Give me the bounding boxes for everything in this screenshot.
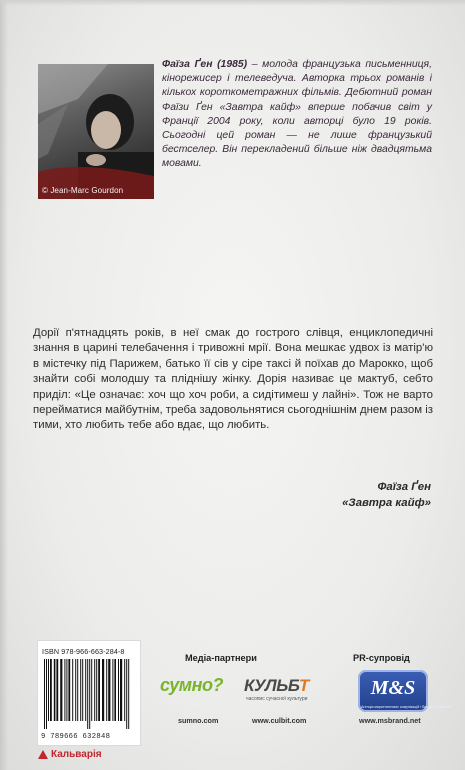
barcode-bar (75, 659, 76, 721)
signature-book-title: «Завтра кайф» (342, 497, 431, 509)
sumno-logo: сумно? (160, 675, 223, 695)
barcode-bar (124, 659, 125, 721)
publisher-logo (38, 749, 102, 760)
author-bio (162, 58, 432, 172)
barcode-bar (96, 659, 97, 721)
barcode-bar (108, 659, 110, 721)
barcode-bar (106, 659, 107, 721)
barcode-bar (66, 659, 67, 721)
barcode-bar (80, 659, 81, 721)
barcode-bar (68, 659, 70, 721)
barcode-block (37, 640, 141, 746)
publisher-name: Кальварія (51, 749, 102, 760)
publisher-mark-icon (38, 750, 48, 759)
book-blurb: Дорії п'ятнадцять років, в неї смак до гострого слівця, енциклопедичні знання в царині телебачення і тривожні мрії. Вона мешкає удвох із матір'ю в містечку під Парижем, батько її сів у сіре таксі й поїхав до Марокко, щоб знайти собі молодшу та пліднішу жінку. Дорія називає це мактуб, себто приділ: «Це означає: хоч що хоч роби, а сидітимеш у лайні». Тож не варто перейматися майбутнім, треба задовольнятися сьогоднішнім днем разом із тими, хто любить тебе або вдає, що любить. (33, 327, 433, 432)
barcode-number: 9 789666 632848 (41, 733, 111, 741)
ms-logo-text: M&S (370, 677, 416, 699)
kulbit-tagline: часопис сучасної культури (246, 696, 308, 702)
photo-credit: © Jean-Marc Gourdon (42, 186, 124, 195)
author-photo (38, 64, 154, 199)
barcode-bar (60, 659, 62, 721)
barcode-bar (50, 659, 52, 721)
barcode-bar (98, 659, 100, 721)
barcode-bar (118, 659, 119, 721)
barcode-bar (102, 659, 104, 721)
barcode-image (42, 659, 136, 729)
signature-author: Фаїза Ґен (377, 481, 431, 493)
kulbit-logo (244, 676, 322, 706)
barcode-bar (126, 659, 127, 729)
barcode-bar (114, 659, 116, 721)
barcode-bar (56, 659, 58, 721)
barcode-bar (77, 659, 78, 721)
kulbit-logo-accent: Т (298, 676, 309, 695)
cover-top-shadow (0, 0, 465, 6)
barcode-bar (64, 659, 65, 721)
barcode-bar (72, 659, 73, 721)
ms-url: www.msbrand.net (359, 716, 421, 725)
ms-logo (358, 670, 451, 712)
sumno-url: sumno.com (178, 716, 219, 725)
barcode-bar (82, 659, 83, 721)
isbn-label: ISBN 978-966-663-284-8 (42, 647, 125, 656)
ms-logo-tagline: Агенція маркетингових комунікацій і бренд-технологій (361, 705, 451, 709)
blurb-signature (342, 479, 431, 511)
kulbit-url: www.culbit.com (252, 716, 307, 725)
barcode-bar (85, 659, 86, 721)
barcode-bar (128, 659, 129, 729)
barcode-bar (112, 659, 113, 721)
author-portrait-image (38, 64, 154, 199)
barcode-bar (46, 659, 47, 729)
barcode-bar (120, 659, 122, 721)
barcode-bar (44, 659, 45, 729)
barcode-bar (48, 659, 49, 721)
author-bio-name: Фаїза Ґен (1985) (162, 59, 248, 70)
barcode-bar (94, 659, 95, 721)
barcode-bar (54, 659, 56, 721)
cover-edge-shadow (0, 0, 8, 770)
kulbit-logo-main: КУЛЬБ (244, 676, 299, 695)
author-bio-text: – молода французька письменниця, кінорежисер і телеведуча. Авторка трьох романів і кількох короткометражних фільмів. Дебютний роман Фаїзи Ґен «Завтра кайф» вперше побачив світ у Франції 2004 року, коли авторці було 19 років. Сьогодні цей роман — не лише французький бестселер. Він перекладений більше ніж двадцятьма мовами. (162, 59, 432, 170)
media-partners-heading: Медіа-партнери (185, 653, 257, 663)
barcode-bar (87, 659, 88, 729)
barcode-bar (91, 659, 92, 721)
pr-heading: PR-супровід (353, 653, 410, 663)
barcode-bar (89, 659, 90, 729)
